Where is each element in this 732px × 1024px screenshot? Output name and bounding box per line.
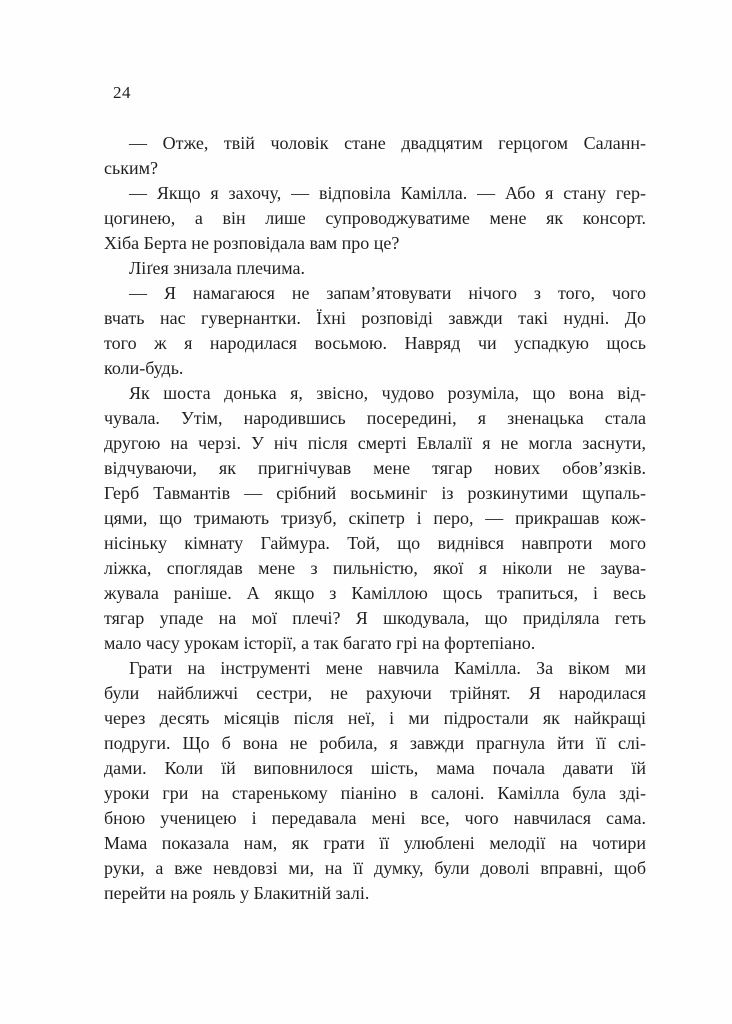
text-line: другою на черзі. У ніч після смерті Евлалії я не могла заснути, [104,433,646,453]
paragraph [104,181,646,256]
text-line: коли-будь. [104,358,184,378]
text-line: цогинею, а він лише супроводжуватиме мене як консорт. [104,208,646,228]
text-line: Мама показала нам, як грати її улюблені мелодії на чотири [104,833,646,853]
text-line: чувала. Утім, народившись посередині, я зненацька стала [104,408,646,428]
text-line: Герб Тавмантів — срібний восьминіг із розкинутими щупаль- [104,483,646,503]
text-line: перейти на рояль у Блакитній залі. [104,883,370,903]
text-line: дами. Коли їй виповнилося шість, мама почала давати їй [104,758,646,778]
text-line: Хіба Берта не розповідала вам про це? [104,233,400,253]
text-line: були найближчі сестри, не рахуючи трійнят. Я народилася [104,683,646,703]
text-line: ським? [104,158,158,178]
paragraph [104,656,646,906]
text-line: Грати на інструменті мене навчила Камілла. За віком ми [129,658,646,678]
text-line: мало часу урокам історії, а так багато грі на фортепіано. [104,633,536,653]
text-line: — Отже, твій чоловік стане двадцятим герцогом Саланн- [129,133,646,153]
text-line: тягар упаде на мої плечі? Я шкодувала, що приділяла геть [104,608,646,628]
text-line: цями, що тримають тризуб, скіпетр і перо, — прикрашав кож- [104,508,646,528]
text-line: руки, а вже невдовзі ми, на її думку, були доволі вправні, щоб [104,858,646,878]
text-line: подруги. Що б вона не робила, я завжди прагнула йти її слі- [104,733,646,753]
text-line: Ліґея знизала плечима. [129,258,306,278]
text-line: Як шоста донька я, звісно, чудово розуміла, що вона від- [129,383,646,403]
text-line: — Я намагаюся не запам’ятовувати нічого з того, чого [129,283,646,303]
text-line: відчуваючи, як пригнічував мене тягар нових обов’язків. [104,458,646,478]
page-number: 24 [113,83,131,102]
text-line: ліжка, споглядав мене з пильністю, якої я ніколи не заува- [104,558,646,578]
body-text-block [104,131,646,906]
paragraph [104,131,646,181]
text-line: бною ученицею і передавала мені все, чого навчилася сама. [104,808,646,828]
paragraph [104,256,646,281]
text-line: вчать нас гувернантки. Їхні розповіді завжди такі нудні. До [104,308,646,328]
text-line: жувала раніше. А якщо з Каміллою щось трапиться, і весь [104,583,646,603]
paragraph [104,281,646,381]
text-line: через десять місяців після неї, і ми підростали як найкращі [104,708,646,728]
text-line: нісіньку кімнату Гаймура. Той, що виднівся навпроти мого [104,533,646,553]
paragraph [104,381,646,656]
text-line: — Якщо я захочу, — відповіла Камілла. — Або я стану гер- [129,183,646,203]
text-line: уроки гри на старенькому піаніно в салоні. Камілла була зді- [104,783,646,803]
text-line: того ж я народилася восьмою. Навряд чи успадкую щось [104,333,646,353]
